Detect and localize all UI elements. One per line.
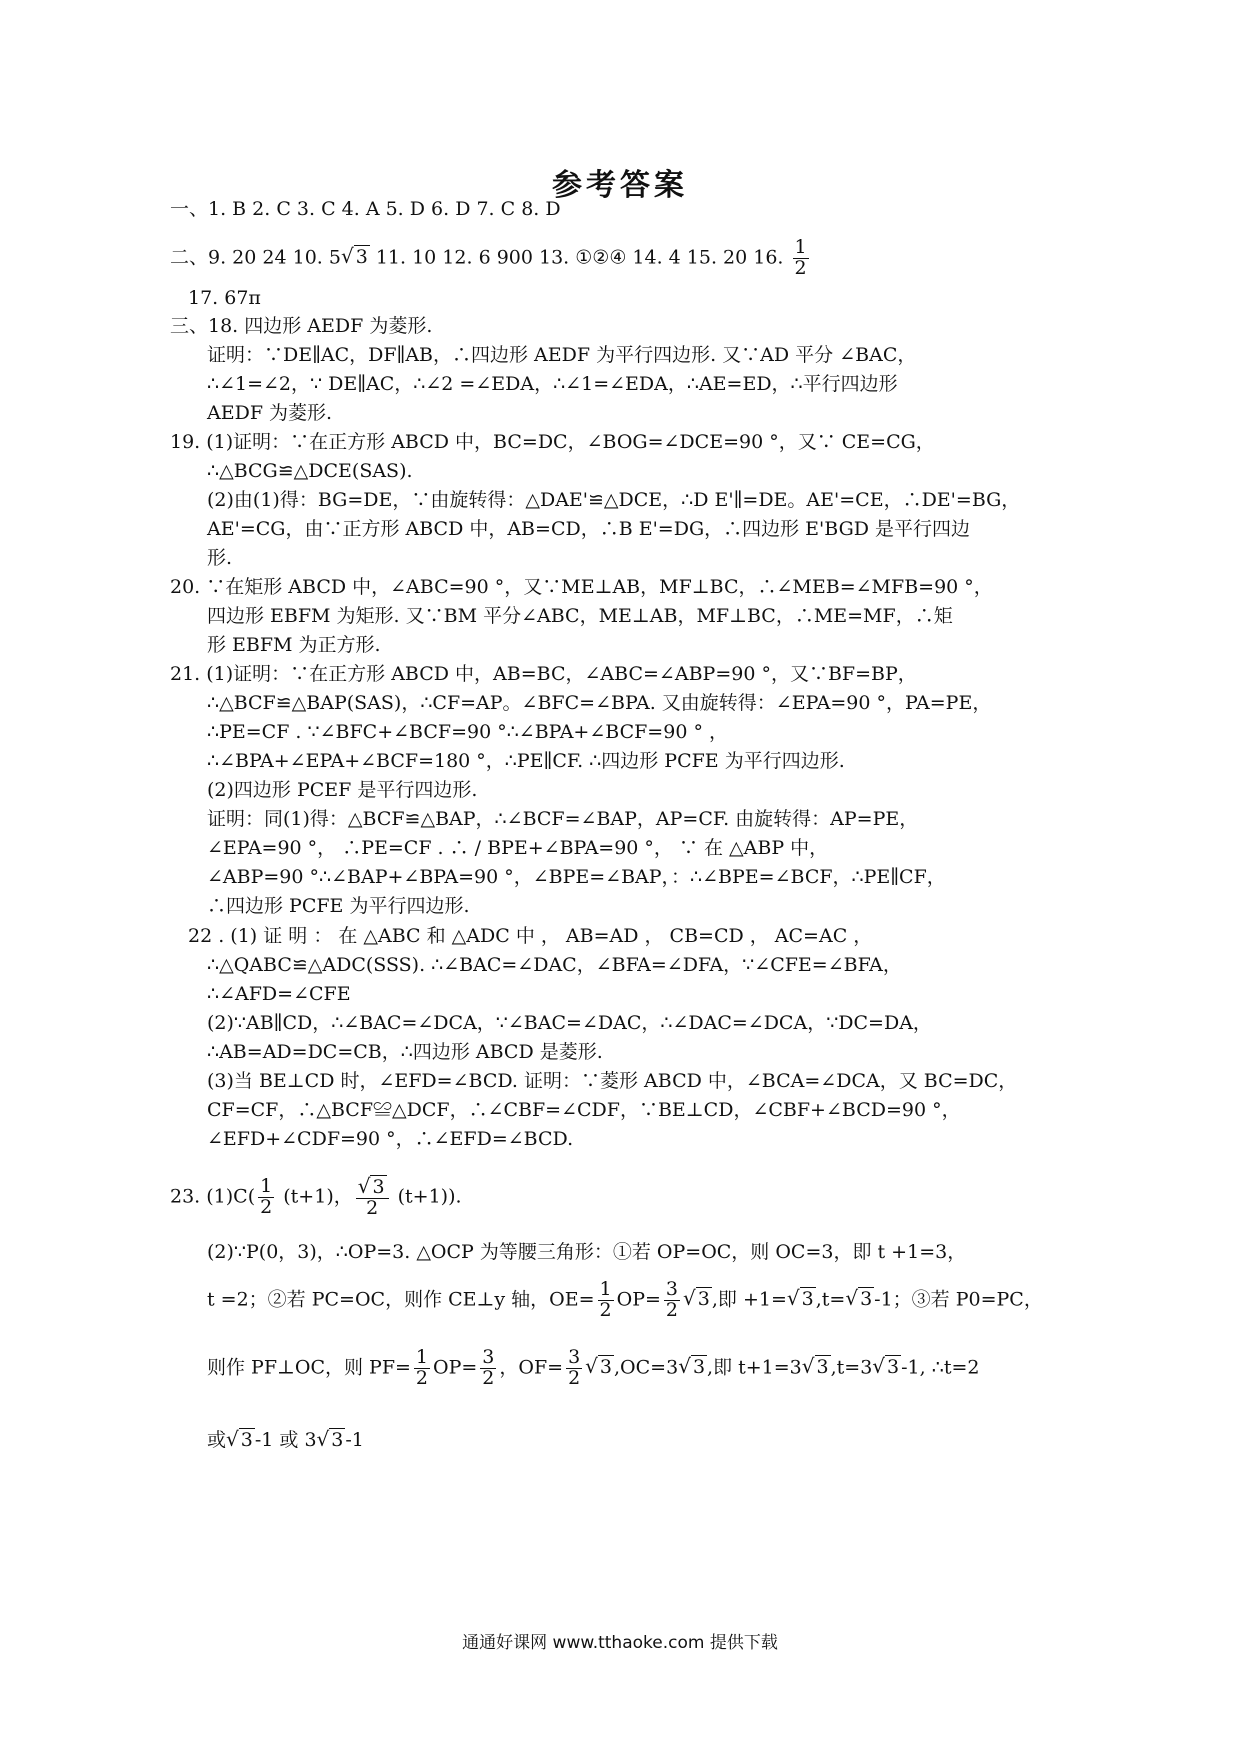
section-2-text-a: 二、9. 20 24 10. 5 bbox=[170, 246, 341, 269]
q22-line: (2)∵AB∥CD，∴∠BAC=∠DCA，∵∠BAC=∠DAC，∴∠DAC=∠DCA，∵DC=DA， bbox=[207, 1012, 932, 1034]
q23-text: -1 或 3 bbox=[254, 1429, 317, 1451]
fraction-three-halves: $\frac{3}{2}$ bbox=[665, 1278, 679, 1321]
q21-line: ∴四边形 PCFE 为平行四边形. bbox=[207, 895, 470, 917]
q21-line: (2)四边形 PCEF 是平行四边形. bbox=[207, 779, 478, 801]
q21-line: ∠EPA=90 °， ∴PE=CF . ∴ / BPE+∠BPA=90 °， ∵ 在 △ABP 中， bbox=[207, 837, 829, 859]
q21-line: 21. (1)证明：∵在正方形 ABCD 中，AB=BC，∠ABC=∠ABP=90 °，又∵BF=BP， bbox=[170, 663, 917, 685]
fraction-sqrt3-over-2: $\frac{√ 3}{2}$ bbox=[356, 1176, 389, 1219]
sqrt-3: √ 3 bbox=[585, 1354, 613, 1379]
q21-line: ∴△BCF≌△BAP(SAS)，∴CF=AP。∠BFC=∠BPA. 又由旋转得：∠EPA=90 °，PA=PE， bbox=[207, 692, 992, 714]
q22-line: ∴△QABC≌△ADC(SSS). ∴∠BAC=∠DAC，∠BFA=∠DFA，∵∠CFE=∠BFA， bbox=[207, 954, 902, 976]
q23-line-1 bbox=[170, 1176, 462, 1219]
q21-line: ∴PE=CF . ∵∠BFC+∠BCF=90 °∴∠BPA+∠BCF=90 ° ， bbox=[207, 721, 728, 743]
q20-line: 形 EBFM 为正方形. bbox=[207, 634, 381, 656]
q23-text: -1；③若 P0=PC， bbox=[874, 1288, 1043, 1311]
q22-line: ∠EFD+∠CDF=90 °，∴∠EFD=∠BCD. bbox=[207, 1128, 574, 1150]
q17-answer: 17. 67π bbox=[188, 287, 261, 309]
q18-line: 证明：∵DE∥AC，DF∥AB，∴四边形 AEDF 为平行四边形. 又∵AD 平分 ∠BAC， bbox=[207, 344, 917, 366]
fraction-one-half: $\frac{1}{2}$ bbox=[599, 1278, 612, 1321]
q23-text: -1 bbox=[345, 1429, 364, 1451]
sqrt-3: √ 3 bbox=[786, 1286, 814, 1311]
q19-line: (2)由(1)得：BG=DE，∵由旋转得：△DAE'≌△DCE，∴D E'∥=DE。AE'=CE，∴DE'=BG， bbox=[207, 489, 1021, 511]
download-footer: 通通好课网 www.tthaoke.com 提供下载 bbox=[462, 1633, 778, 1653]
q19-line: 19. (1)证明：∵在正方形 ABCD 中，BC=DC，∠BOG=∠DCE=90 °，又∵ CE=CG， bbox=[170, 431, 935, 453]
q22-line: 22 . (1) 证 明 ： 在 △ABC 和 △ADC 中 ， AB=AD ， CB=CD ， AC=AC ， bbox=[188, 925, 873, 947]
q21-line: 证明：同(1)得：△BCF≌△BAP，∴∠BCF=∠BAP，AP=CF. 由旋转得：AP=PE， bbox=[207, 808, 919, 830]
q18-line: 三、18. 四边形 AEDF 为菱形. bbox=[170, 315, 433, 337]
section-2-text-b: 11. 10 12. 6 900 13. ①②④ 14. 4 15. 20 16. bbox=[369, 246, 784, 269]
q23-text: 或 bbox=[207, 1429, 227, 1451]
q23-text: -1, ∴t=2 bbox=[901, 1356, 980, 1379]
fraction-three-halves: $\frac{3}{2}$ bbox=[568, 1346, 581, 1389]
q23-text: ,OC=3 bbox=[614, 1356, 679, 1379]
sqrt-3: √ 3 bbox=[801, 1354, 829, 1379]
sqrt-3: √ 3 bbox=[683, 1286, 710, 1311]
sqrt-3: √ 3 bbox=[678, 1354, 706, 1379]
q23-text: OP= bbox=[433, 1356, 478, 1379]
page-title: 参考答案 bbox=[552, 168, 688, 203]
q22-line: ∴AB=AD=DC=CB，∴四边形 ABCD 是菱形. bbox=[207, 1041, 603, 1063]
q19-line: ∴△BCG≌△DCE(SAS). bbox=[207, 460, 413, 482]
q23-text: ,t= bbox=[815, 1288, 846, 1311]
section-2-answers bbox=[170, 238, 812, 279]
q23-text: OP= bbox=[616, 1288, 661, 1311]
q18-line: AEDF 为菱形. bbox=[207, 402, 333, 424]
q23-text: 23. (1)C( bbox=[170, 1185, 256, 1208]
q19-line: AE'=CG，由∵正方形 ABCD 中，AB=CD，∴B E'=DG，∴四边形 E'BGD 是平行四边 bbox=[207, 518, 971, 540]
fraction-three-halves: $\frac{3}{2}$ bbox=[482, 1346, 495, 1389]
sqrt-3: √ 3 bbox=[845, 1286, 873, 1311]
q23-text: ，OF= bbox=[499, 1356, 564, 1379]
section-1-answers: 一、1. B 2. C 3. C 4. A 5. D 6. D 7. C 8. D bbox=[170, 198, 561, 220]
fraction-one-half: $\frac{1}{2}$ bbox=[415, 1346, 429, 1389]
q21-line: ∴∠BPA+∠EPA+∠BCF=180 °，∴PE∥CF. ∴四边形 PCFE 为平行四边形. bbox=[207, 750, 845, 772]
q23-text: ,即 t+1=3 bbox=[707, 1356, 802, 1379]
sqrt-3: √ 3 bbox=[872, 1354, 900, 1379]
sqrt-3: √ 3 bbox=[316, 1427, 344, 1451]
q18-line: ∴∠1=∠2，∵ DE∥AC，∴∠2 =∠EDA，∴∠1=∠EDA，∴AE=ED，∴平行四边形 bbox=[207, 373, 898, 395]
q23-text: ,即 +1= bbox=[711, 1288, 787, 1311]
sqrt-3: √ 3 bbox=[226, 1427, 253, 1451]
q20-line: 20. ∵在矩形 ABCD 中，∠ABC=90 °，又∵ME⊥AB，MF⊥BC，∴∠MEB=∠MFB=90 °， bbox=[170, 576, 993, 598]
q21-line: ∠ABP=90 °∴∠BAP+∠BPA=90 °，∠BPE=∠BAP，：∴∠BPE=∠BCF，∴PE∥CF， bbox=[207, 866, 946, 888]
q22-line: (3)当 BE⊥CD 时，∠EFD=∠BCD. 证明：∵菱形 ABCD 中，∠BCA=∠DCA，又 BC=DC， bbox=[207, 1070, 1018, 1092]
q23-text: (t+1)). bbox=[391, 1185, 462, 1208]
q23-text: ,t=3 bbox=[830, 1356, 873, 1379]
sqrt-3: √ 3 bbox=[340, 244, 368, 269]
q23-text: t =2；②若 PC=OC，则作 CE⊥y 轴，OE= bbox=[207, 1288, 595, 1311]
q20-line: 四边形 EBFM 为矩形. 又∵BM 平分∠ABC，ME⊥AB，MF⊥BC，∴ME=MF，∴矩 bbox=[207, 605, 953, 627]
q23-line-5 bbox=[207, 1424, 364, 1455]
q23-line-3 bbox=[207, 1280, 1043, 1321]
q23-line-2: (2)∵P(0，3)，∴OP=3. △OCP 为等腰三角形：①若 OP=OC，则 OC=3，即 t +1=3， bbox=[207, 1241, 967, 1263]
q23-text: (t+1)， bbox=[277, 1185, 353, 1208]
q22-line: CF=CF，∴△BCF≌△DCF，∴∠CBF=∠CDF，∵BE⊥CD，∠CBF+∠BCD=90 °， bbox=[207, 1099, 961, 1121]
q19-line: 形. bbox=[207, 547, 233, 569]
q22-line: ∴∠AFD=∠CFE bbox=[207, 983, 351, 1005]
q23-line-4 bbox=[207, 1348, 979, 1389]
fraction-one-half: $\frac{1}{2}$ bbox=[260, 1175, 273, 1218]
q23-text: 则作 PF⊥OC，则 PF= bbox=[207, 1356, 411, 1379]
fraction-one-half: $\frac{1}{2}$ bbox=[794, 236, 807, 279]
